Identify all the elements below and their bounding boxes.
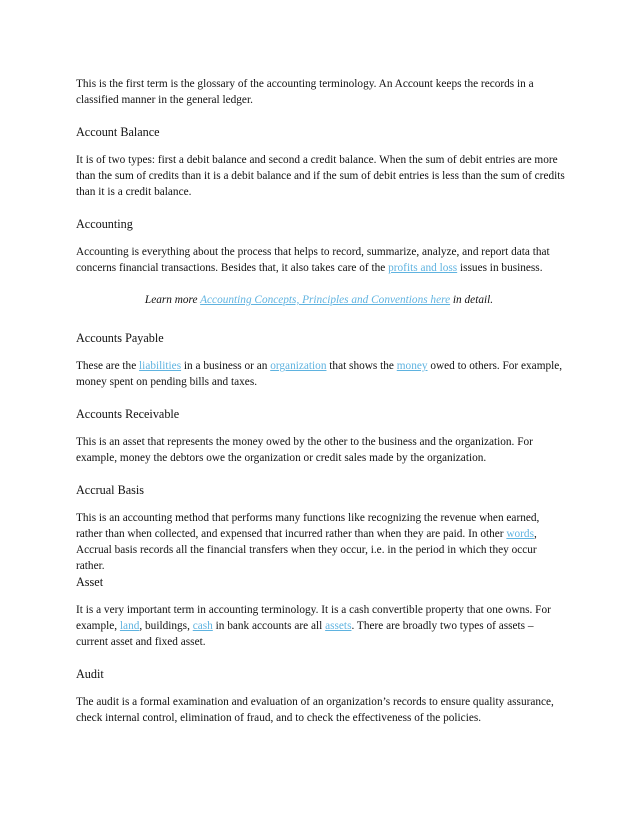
accounts-payable-text-4: owed to others. For example, money spent on pending bills and taxes.: [76, 360, 563, 388]
asset-text-4: . There are broadly two types of assets – current asset and fixed asset.: [76, 620, 534, 648]
accrual-basis-text-2: , Accrual basis records all the financial transfers when they occur, i.e. in the period in which they occur rather.: [76, 528, 537, 572]
accounts-payable-text-2: in a business or an: [181, 360, 271, 372]
asset-text-2: , buildings,: [139, 620, 193, 632]
profits-and-loss-link[interactable]: profits and loss: [388, 262, 458, 274]
words-link[interactable]: words: [506, 528, 534, 540]
audit-paragraph: [76, 694, 566, 726]
learn-more-text-before: Learn more: [144, 294, 201, 306]
heading-asset: Asset: [76, 575, 104, 589]
money-link[interactable]: money: [396, 360, 428, 372]
accounts-receivable-paragraph: [76, 434, 566, 466]
account-balance-paragraph: [76, 152, 566, 200]
accounting-text-after: issues in business.: [457, 262, 543, 274]
asset-text-1: It is a very important term in accounting terminology. It is a cash convertible property that one owns. For example,: [76, 604, 551, 632]
accounts-receivable-text: This is an asset that represents the money owed by the other to the business and the organization. For example, money the debtors owe the organization or credit sales made by the organization.: [76, 436, 533, 464]
heading-accrual-basis: Accrual Basis: [76, 483, 145, 497]
cash-link[interactable]: cash: [192, 620, 213, 632]
liabilities-link[interactable]: liabilities: [139, 360, 182, 372]
heading-accounts-receivable: Accounts Receivable: [76, 407, 180, 421]
intro-text: This is the first term is the glossary of the accounting terminology. An Account keeps the records in a classified manner in the general ledger.: [76, 78, 534, 106]
assets-link[interactable]: assets: [325, 620, 352, 632]
learn-more-note: [0, 292, 638, 308]
accounting-text-before: Accounting is everything about the process that helps to record, summarize, analyze, and report data that concerns financial transactions. Besides that, it also takes care of the: [76, 246, 550, 274]
land-link[interactable]: land: [119, 620, 140, 632]
intro-paragraph: [76, 76, 566, 108]
account-balance-text: It is of two types: first a debit balance and second a credit balance. When the sum of debit entries are more than the sum of credits than it is a debit balance and if the sum of debit entries is less than the sum of credits than it is a credit balance.: [76, 154, 565, 198]
accounting-paragraph: [76, 244, 566, 276]
accounts-payable-paragraph: [76, 358, 566, 390]
organization-link[interactable]: organization: [270, 360, 327, 372]
heading-audit: Audit: [76, 667, 104, 681]
asset-paragraph: [76, 602, 566, 650]
accounts-payable-text-1: These are the: [76, 360, 140, 372]
accrual-basis-paragraph: [76, 510, 566, 574]
audit-text: The audit is a formal examination and evaluation of an organization’s records to ensure quality assurance, check internal control, elimination of fraud, and to check the effectiveness of the policies.: [76, 696, 554, 724]
accounting-concepts-link[interactable]: Accounting Concepts, Principles and Conventions here: [200, 294, 451, 306]
accounts-payable-text-3: that shows the: [326, 360, 397, 372]
learn-more-text-after: in detail.: [450, 294, 494, 306]
heading-accounting: Accounting: [76, 217, 133, 231]
heading-accounts-payable: Accounts Payable: [76, 331, 164, 345]
heading-account-balance: Account Balance: [76, 125, 160, 139]
accrual-basis-text-1: This is an accounting method that performs many functions like recognizing the revenue when earned, rather than when collected, and expensed that incurred rather than when they are paid. In other: [76, 512, 540, 540]
asset-text-3: in bank accounts are all: [212, 620, 326, 632]
